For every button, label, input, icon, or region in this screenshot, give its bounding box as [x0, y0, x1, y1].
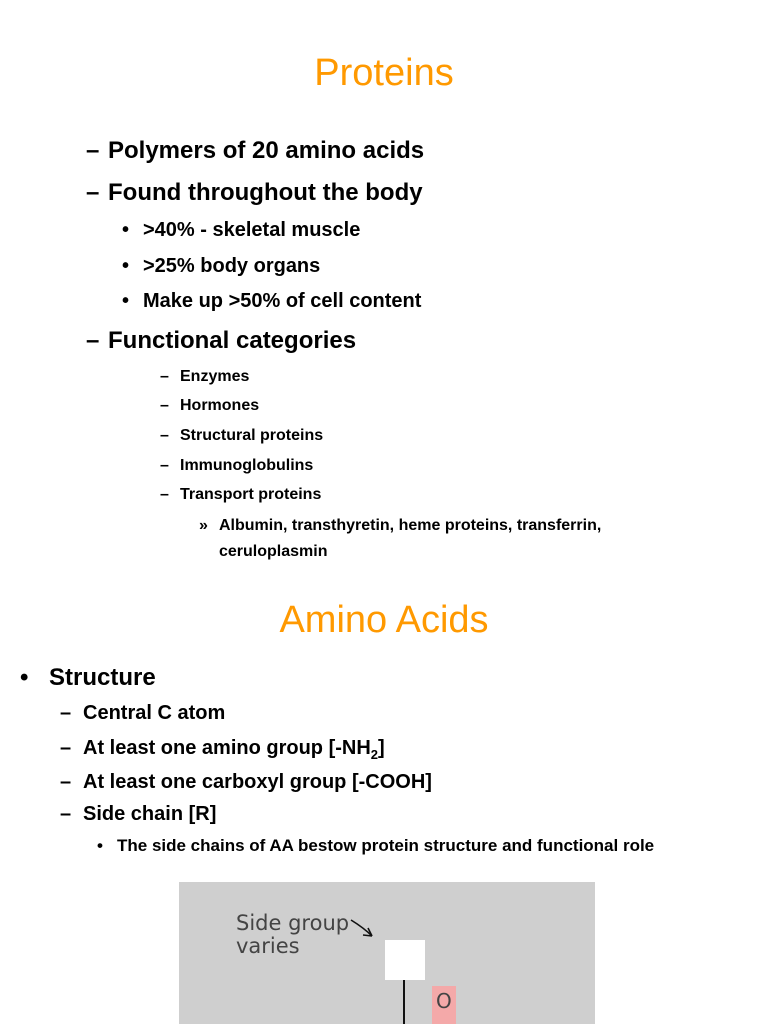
amino-acid-structure-figure: [179, 882, 595, 1024]
list-item-text: Side chain [R]: [83, 803, 217, 825]
list-item-text: Make up >50% of cell content: [143, 290, 422, 312]
dash-marker: –: [160, 427, 169, 444]
bullet-marker: •: [122, 255, 130, 277]
list-item-text: Transport proteins: [180, 486, 322, 503]
side-group-box: [385, 940, 425, 980]
list-item: [20, 664, 156, 692]
list-item: [160, 427, 323, 445]
list-item: [199, 517, 601, 535]
list-item: [86, 137, 424, 165]
list-item: [160, 457, 313, 475]
list-item-text: Structural proteins: [180, 427, 324, 444]
list-item-text: Central C atom: [83, 702, 226, 724]
list-item: [60, 803, 216, 826]
dash-marker: –: [86, 327, 100, 354]
list-item-text: Structure: [49, 664, 156, 691]
list-item: [60, 737, 385, 762]
list-item-text: Found throughout the body: [108, 179, 423, 206]
dash-marker: –: [60, 737, 72, 759]
list-item: [160, 368, 249, 386]
dash-marker: –: [160, 368, 169, 385]
list-item-text: >40% - skeletal muscle: [143, 219, 361, 241]
dash-marker: –: [60, 803, 72, 825]
list-item-text: The side chains of AA bestow protein structure and functional role: [117, 836, 655, 855]
list-item-text-end: ]: [378, 737, 385, 759]
dash-marker: –: [160, 486, 169, 503]
list-item-text: Immunoglobulins: [180, 457, 314, 474]
list-item-text: Functional categories: [108, 327, 357, 354]
bullet-marker: •: [97, 836, 103, 855]
chevron-marker: »: [199, 517, 208, 534]
list-item: [86, 327, 356, 355]
oxygen-highlight: [432, 986, 456, 1024]
dash-marker: –: [60, 771, 72, 793]
slide-title-proteins: Proteins: [314, 52, 454, 94]
list-item-text: Albumin, transthyretin, heme proteins, transferrin,: [219, 517, 602, 534]
list-item: [60, 771, 432, 794]
list-item: [122, 255, 320, 278]
list-item: [160, 486, 321, 504]
list-item: [60, 702, 225, 725]
list-item: [97, 836, 654, 856]
oxygen-atom-label: O: [436, 989, 452, 1013]
side-group-label-line2: varies: [236, 934, 300, 958]
list-item: [86, 179, 423, 207]
dash-marker: –: [160, 457, 169, 474]
list-item-continuation: ceruloplasmin: [219, 543, 328, 560]
bullet-marker: •: [122, 290, 130, 312]
list-item: [122, 219, 360, 242]
slide-title-amino-acids: Amino Acids: [279, 599, 489, 641]
list-item: [122, 290, 421, 313]
list-item-text: Enzymes: [180, 368, 250, 385]
dash-marker: –: [86, 179, 100, 206]
dash-marker: –: [86, 137, 100, 164]
list-item-text: At least one carboxyl group [-COOH]: [83, 771, 432, 793]
list-item-text: Polymers of 20 amino acids: [108, 137, 425, 164]
list-item-text: Hormones: [180, 397, 260, 414]
list-item-text: >25% body organs: [143, 255, 321, 277]
list-item-text: At least one amino group [-NH: [83, 737, 371, 759]
bullet-marker: •: [20, 664, 29, 691]
bullet-marker: •: [122, 219, 130, 241]
side-group-label: Side group: [236, 911, 350, 935]
dash-marker: –: [160, 397, 169, 414]
subscript: 2: [370, 747, 379, 762]
dash-marker: –: [60, 702, 72, 724]
list-item: [160, 397, 259, 415]
